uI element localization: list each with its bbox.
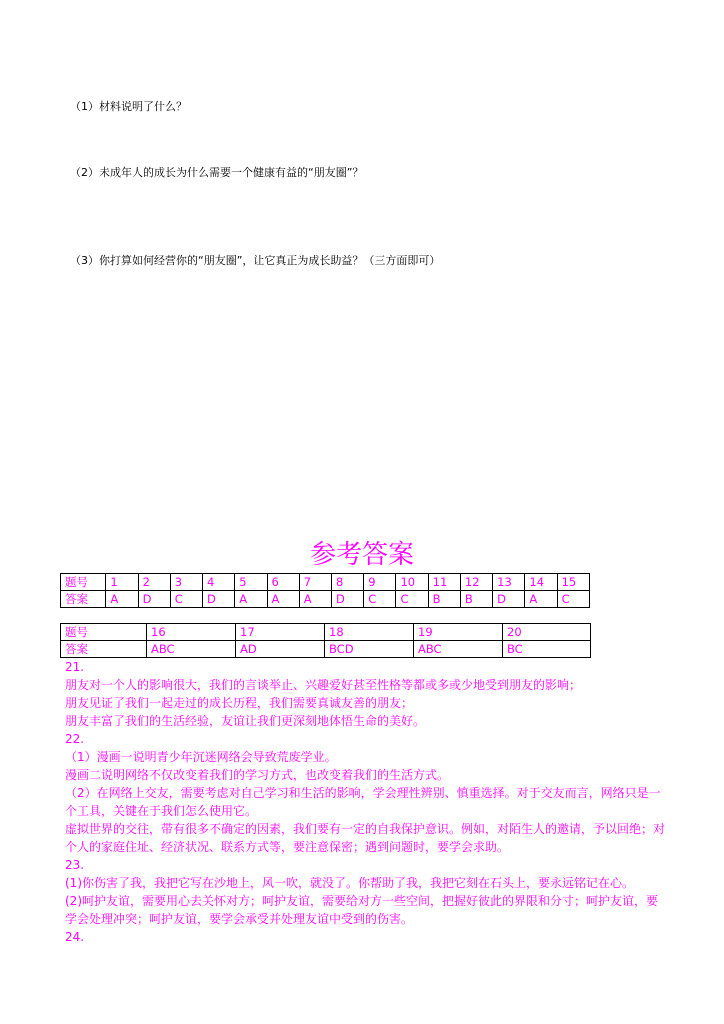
table-header-cell: 答案 (61, 641, 147, 658)
answer-line: 朋友对一个人的影响很大，我们的言谈举止、兴趣爱好甚至性格等都或多或少地受到朋友的影响； (65, 678, 582, 692)
answer-line: 朋友见证了我们一起走过的成长历程，我们需要真诚友善的朋友； (65, 696, 414, 710)
answer-table-2 (60, 623, 591, 658)
question-number-cell: 14 (525, 574, 557, 591)
question-number-cell: 8 (331, 574, 363, 591)
question-number-cell: 15 (557, 574, 589, 591)
answer-line: 22. (65, 732, 85, 746)
question-number-cell: 4 (203, 574, 235, 591)
question-number-cell: 16 (147, 624, 236, 641)
question-number-cell: 5 (235, 574, 267, 591)
answer-cell: D (331, 591, 363, 608)
answer-cell: A (106, 591, 138, 608)
answer-cell: D (138, 591, 170, 608)
question-number-cell: 10 (396, 574, 428, 591)
question-number-cell: 11 (428, 574, 460, 591)
question-number-cell: 19 (414, 624, 503, 641)
answer-line: 漫画二说明网络不仅改变着我们的学习方式，也改变着我们的生活方式。 (65, 768, 450, 782)
answer-cell: C (557, 591, 589, 608)
question-number-cell: 9 (364, 574, 396, 591)
table-header-cell: 题号 (61, 574, 106, 591)
question-3: （3）你打算如何经营你的“朋友圈”，让它真正为成长助益？（三方面即可） (70, 254, 441, 267)
answer-line: （2）在网络上交友，需要考虑对自己学习和生活的影响，学会理性辨别、慎重选择。对于交友而言，网络只是一个工具，关键在于我们怎么使用它。 (65, 786, 661, 818)
answer-line: 24. (65, 930, 85, 944)
question-number-cell: 17 (236, 624, 325, 641)
answer-line: (1)你伤害了我，我把它写在沙地上，风一吹，就没了。你帮助了我，我把它刻在石头上，要永远铭记在心。 (65, 876, 635, 890)
answer-cell: BCD (325, 641, 414, 658)
question-number-cell: 18 (325, 624, 414, 641)
answer-explanations (65, 658, 665, 946)
answer-line: 23. (65, 858, 85, 872)
question-number-cell: 6 (267, 574, 299, 591)
answer-cell: C (396, 591, 428, 608)
question-number-cell: 3 (170, 574, 202, 591)
answer-cell: A (299, 591, 331, 608)
answer-line: （1）漫画一说明青少年沉迷网络会导致荒废学业。 (65, 750, 337, 764)
answer-cell: AD (236, 641, 325, 658)
table-row (61, 624, 591, 641)
answer-cell: C (364, 591, 396, 608)
answer-cell: A (525, 591, 557, 608)
answer-cell: D (493, 591, 525, 608)
question-number-cell: 2 (138, 574, 170, 591)
question-number-cell: 20 (503, 624, 591, 641)
answer-title: 参考答案 (309, 540, 414, 570)
answer-cell: B (460, 591, 492, 608)
question-2: （2）未成年人的成长为什么需要一个健康有益的“朋友圈”？ (70, 166, 364, 179)
table-row (61, 641, 591, 658)
answer-line: 朋友丰富了我们的生活经验，友谊让我们更深刻地体悟生命的美好。 (65, 714, 426, 728)
answer-cell: A (267, 591, 299, 608)
answer-cell: ABC (414, 641, 503, 658)
question-number-cell: 13 (493, 574, 525, 591)
answer-line: (2)呵护友谊，需要用心去关怀对方；呵护友谊，需要给对方一些空间，把握好彼此的界限和分寸；呵护友谊，要学会处理冲突；呵护友谊，要学会承受并处理友谊中受到的伤害。 (65, 894, 659, 926)
answer-cell: C (170, 591, 202, 608)
answer-cell: BC (503, 641, 591, 658)
table-header-cell: 答案 (61, 591, 106, 608)
question-number-cell: 12 (460, 574, 492, 591)
question-1: （1）材料说明了什么？ (70, 100, 187, 113)
answer-cell: ABC (147, 641, 236, 658)
question-number-cell: 7 (299, 574, 331, 591)
table-header-cell: 题号 (61, 624, 147, 641)
answer-table-1 (60, 573, 590, 608)
table-row (61, 591, 590, 608)
table-row (61, 574, 590, 591)
answer-line: 虚拟世界的交往，带有很多不确定的因素，我们要有一定的自我保护意识。例如，对陌生人的邀请，予以回绝；对个人的家庭住址、经济状况、联系方式等，要注意保密；遇到问题时，要学会求助。 (65, 822, 666, 854)
answer-cell: A (235, 591, 267, 608)
question-number-cell: 1 (106, 574, 138, 591)
answer-cell: B (428, 591, 460, 608)
answer-cell: D (203, 591, 235, 608)
answer-line: 21. (65, 660, 85, 674)
